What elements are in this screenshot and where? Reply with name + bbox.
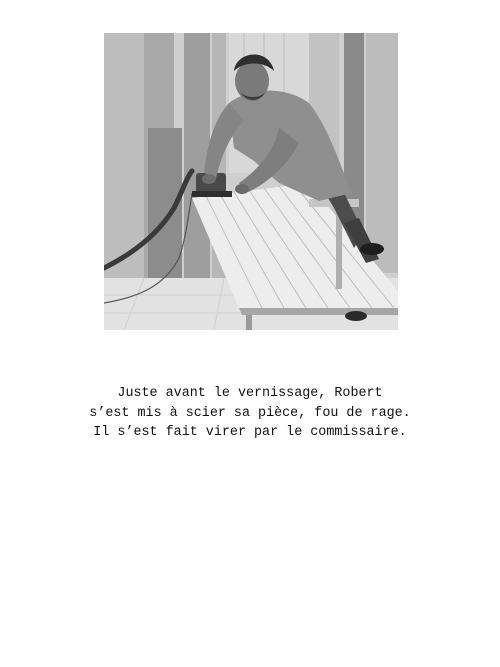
photo-man-sawing [104, 33, 398, 330]
caption [0, 384, 500, 443]
caption-line: s’est mis à scier sa pièce, fou de rage. [89, 405, 411, 421]
photo-illustration [104, 33, 398, 330]
caption-line: Il s’est fait virer par le commissaire. [93, 425, 407, 440]
caption-line: Juste avant le vernissage, Robert [117, 386, 383, 401]
